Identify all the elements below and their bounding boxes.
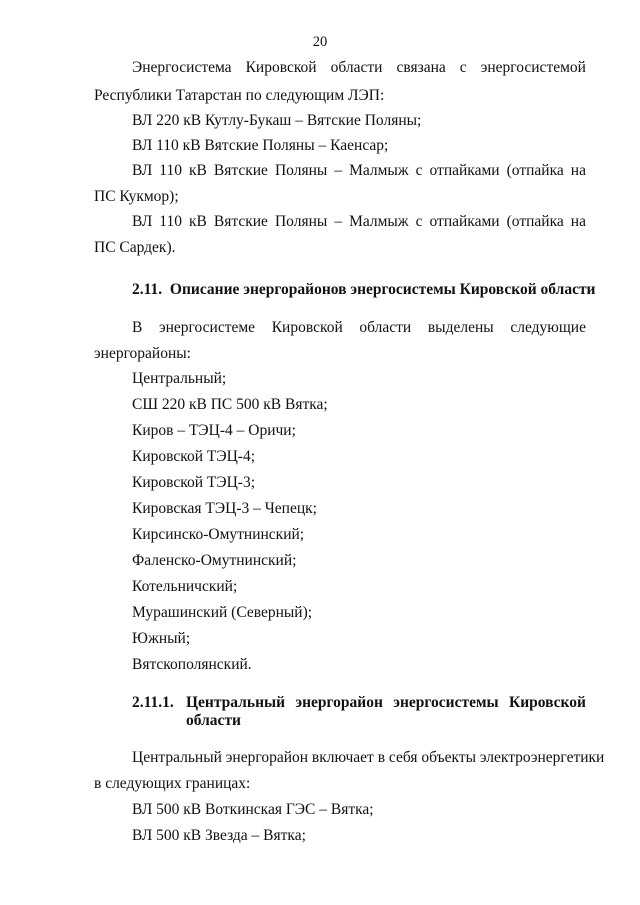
word: кВ [189, 162, 207, 179]
word: Малмыж [349, 213, 409, 230]
word: ВЛ [132, 213, 153, 230]
word: Центральный [186, 694, 286, 711]
district-item: Вятскополянский. [132, 656, 252, 673]
word: Энергосистема [132, 59, 232, 76]
intro-line-2: Республики Татарстан по следующим ЛЭП: [94, 87, 385, 104]
district-item: Кировской ТЭЦ-3; [132, 474, 256, 491]
section-paragraph-line-1: Центральный энергорайон включает в себя объекты электроэнергетики [132, 749, 605, 766]
word: с [415, 162, 423, 179]
district-item: Южный; [132, 630, 191, 647]
word: Вятские [213, 162, 268, 179]
word: Кировской [508, 694, 586, 711]
word: энергосистемы [393, 694, 499, 711]
line-item: ВЛ 220 кВ Кутлу-Букаш – Вятские Поляны; [132, 112, 422, 129]
section-paragraph-line-2: в следующих границах: [94, 775, 251, 792]
district-item: СШ 220 кВ ПС 500 кВ Вятка; [132, 396, 328, 413]
line-item: ВЛ 110 кВ Вятские Поляны – Каенсар; [132, 137, 389, 154]
line-item: ВЛ 500 кВ Воткинская ГЭС – Вятка; [132, 801, 374, 818]
line-item-continuation: ПС Сардек). [94, 239, 176, 256]
section-number-2-11-1: 2.11.1. [132, 694, 174, 711]
word: – [334, 213, 343, 230]
section-title-2-11-1-line-1 [186, 693, 586, 713]
page-number: 20 [312, 34, 328, 50]
section-title: Описание энергорайонов энергосистемы Кировской области [169, 281, 596, 298]
section-number: 2.11. [132, 281, 163, 298]
word: области [330, 59, 383, 76]
district-item: Фаленско-Омутнинский; [132, 552, 297, 569]
word: 110 [159, 213, 182, 230]
district-item: Центральный; [132, 370, 227, 387]
word: с [415, 213, 423, 230]
word: с [459, 59, 467, 76]
word: области [359, 319, 412, 336]
word: (отпайка [506, 162, 564, 179]
line-item-multiline [132, 212, 586, 232]
intro-line-1 [132, 58, 586, 78]
word: связана [396, 59, 446, 76]
word: отпайками [429, 162, 500, 179]
line-item: ВЛ 500 кВ Звезда – Вятка; [132, 827, 306, 844]
word: Поляны [274, 213, 328, 230]
word: выделены [427, 319, 494, 336]
word: Поляны [274, 162, 328, 179]
district-item: Кировская ТЭЦ-3 – Чепецк; [132, 500, 317, 517]
district-item: Кирсинско-Омутнинский; [132, 526, 305, 543]
word: Кировской [245, 59, 317, 76]
word: Вятские [213, 213, 268, 230]
word: Кировской [271, 319, 343, 336]
word: отпайками [429, 213, 500, 230]
word: энергосистеме [158, 319, 256, 336]
district-item: Котельничский; [132, 578, 238, 595]
district-item: Киров – ТЭЦ-4 – Оричи; [132, 422, 296, 439]
word: энергорайон [295, 694, 383, 711]
section-paragraph-line-2: энергорайоны: [94, 345, 191, 362]
district-item: Мурашинский (Северный); [132, 604, 313, 621]
section-paragraph-line-1 [132, 318, 586, 338]
word: на [570, 162, 586, 179]
section-title-2-11-1-line-2: области [186, 712, 241, 729]
district-item: Кировской ТЭЦ-4; [132, 448, 256, 465]
word: – [334, 162, 343, 179]
word: 110 [159, 162, 182, 179]
word: В [132, 319, 143, 336]
line-item-continuation: ПС Кукмор); [94, 188, 179, 205]
word: на [570, 213, 586, 230]
word: следующие [510, 319, 586, 336]
word: энергосистемой [480, 59, 586, 76]
word: ВЛ [132, 162, 153, 179]
word: кВ [189, 213, 207, 230]
line-item-multiline [132, 161, 586, 181]
word: (отпайка [506, 213, 564, 230]
section-heading-2-11 [132, 280, 596, 300]
word: Малмыж [349, 162, 409, 179]
